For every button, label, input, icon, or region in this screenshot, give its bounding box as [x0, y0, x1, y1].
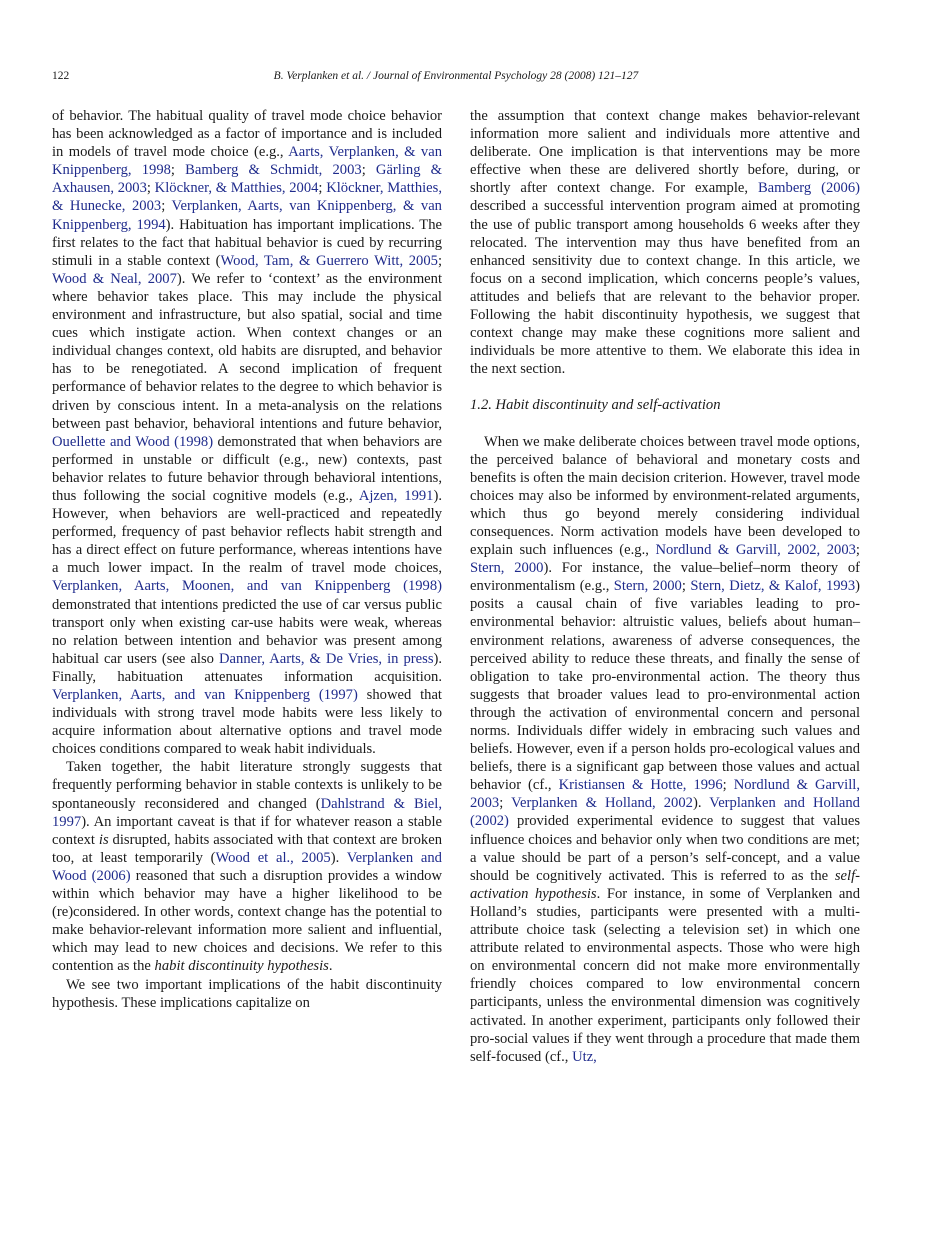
citation-link[interactable]: Ouellette and Wood (1998) — [52, 433, 214, 450]
citation-link[interactable]: Wood, Tam, & Guerrero Witt, 2005 — [220, 252, 438, 269]
citation-link[interactable]: Danner, Aarts, & De Vries, in press — [219, 650, 434, 667]
paragraph: When we make deliberate choices between travel mode options, the perceived balance of behavioral and monetary costs and benefits is often the main decision criterion. However, travel mode choices may also be informed by environment-related arguments, which thus go beyond merely considering individual consequences. Norm activation models have been developed to explain such influences (e.g., Nordlund & Garvill, 2002, 2003; Stern, 2000). For instance, the value–belief–norm theory of environmentalism (e.g., Stern, 2000; Stern, Dietz, & Kalof, 1993) posits a causal chain of five variables leading to pro-environmental behavior: altruistic values, beliefs about human–environment relations, awareness of adverse consequences, the perceived ability to reduce these threats, and finally the sense of obligation to take pro-environmental action. The theory thus suggests that broader values lead to pro-environmental action through the activation of environmental concern and personal norms. Individuals differ widely in embracing such values and beliefs. However, even if a person holds pro-ecological values and beliefs, there is a significant gap between those values and actual behavior (cf., Kristiansen & Hotte, 1996; Nordlund & Garvill, 2003; Verplanken & Holland, 2002). Verplanken and Holland (2002) provided experimental evidence to suggest that values influence choices and behavior only when two conditions are met; a value should be part of a person’s self-concept, and a value should be cognitively activated. This is referred to as the self-activation hypothesis. For instance, in some of Verplanken and Holland’s studies, participants were presented with a multi-attribute choice task (selecting a television set) in which one attribute related to environmental aspects. Those who were high on environmental concern did not make more environmentally friendly choices compared to low environmental concern participants, unless the environmental dimension was cognitively activated. In another experiment, participants only followed their pro-social values if they went through a procedure that made them self-focused (cf., Utz, — [470, 433, 861, 1065]
citation-link[interactable]: Verplanken and Holland (2002) — [470, 795, 860, 830]
citation-link[interactable]: Gärling & Axhausen, 2003 — [52, 162, 442, 197]
citation-link[interactable]: Bamberg (2006) — [757, 180, 860, 197]
citation-link[interactable]: Verplanken, Aarts, van Knippenberg, & van Knippenberg, 1994 — [52, 198, 442, 233]
citation-link[interactable]: Verplanken & Holland, 2002 — [511, 795, 693, 812]
citation-link[interactable]: Verplanken, Aarts, and van Knippenberg (1997) — [52, 687, 358, 703]
section-heading: 1.2. Habit discontinuity and self-activation — [470, 397, 721, 414]
citation-link[interactable]: Ajzen, 1991 — [358, 487, 434, 504]
citation-link[interactable]: Verplanken and Wood (2006) — [52, 849, 442, 884]
left-column — [52, 107, 442, 1012]
citation-link[interactable]: Stern, Dietz, & Kalof, 1993 — [690, 578, 856, 595]
citation-link[interactable]: Nordlund & Garvill, 2002, 2003 — [655, 542, 856, 559]
citation-link[interactable]: Stern, 2000 — [613, 578, 682, 595]
paragraph: We see two important implications of the habit discontinuity hypothesis. These implications capitalize on — [52, 976, 442, 1011]
page-header — [52, 70, 860, 90]
right-column — [470, 107, 860, 1066]
citation-link[interactable]: Bamberg & Schmidt, 2003 — [185, 162, 362, 179]
paragraph: the assumption that context change makes behavior-relevant information more salient and individuals more attentive and deliberate. One implication is that interventions may be more effective when these are delivered shortly before, during, or shortly after context change. For example, Bamberg (2006) described a successful intervention program aimed at promoting the use of public transport among households 6 weeks after they relocated. The intervention may thus have benefited from an enhanced sensitivity due to context change. In this article, we focus on a second implication, which concerns people’s values, attitudes and beliefs that are relevant to the behavior proper. Following the habit discontinuity hypothesis, we suggest that context change may make these cognitions more salient and individuals be more attentive to them. We elaborate this idea in the next section. — [470, 108, 860, 378]
running-title: B. Verplanken et al. / Journal of Environmental Psychology 28 (2008) 121–127 — [273, 70, 639, 82]
citation-link[interactable]: Aarts, Verplanken, & van Knippenberg, 1998 — [52, 144, 443, 179]
paragraph: Taken together, the habit literature strongly suggests that frequently performing behavior in stable contexts is unlikely to be spontaneously reconsidered and changed (Dahlstrand & Biel, 1997). An important caveat is that if for whatever reason a stable context is disrupted, habits associated with that context are broken too, at least temporarily (Wood et al., 2005). Verplanken and Wood (2006) reasoned that such a disruption provides a window within which behavior may have a higher likelihood to be (re)considered. In other words, context change has the potential to make behavior-relevant information more salient and influential, which may lead to new choices and decisions. We refer to this contention as the habit discontinuity hypothesis. — [52, 759, 442, 975]
paragraph: of behavior. The habitual quality of travel mode choice behavior has been acknowledged as a factor of importance and is included in models of travel mode choice (e.g., Aarts, Verplanken, & van Knippenberg, 1998; Bamberg & Schmidt, 2003; Gärling & Axhausen, 2003; Klöckner, & Matthies, 2004; Klöckner, Matthies, & Hunecke, 2003; Verplanken, Aarts, van Knippenberg, & van Knippenberg, 1994). Habituation has important implications. The first relates to the fact that habitual behavior is cued by recurring stimuli in a stable context (Wood, Tam, & Guerrero Witt, 2005; Wood & Neal, 2007). We refer to ‘context’ as the environment where behavior takes place. This may include the physical environment and infrastructure, but also spatial, social and time cues which instigate action. When context changes or an individual changes context, old habits are disrupted, and behavior has to be renegotiated. A second implication of frequent performance of behavior relates to the degree to which behavior is driven by conscious intent. In a meta-analysis on the relations between past behavior, behavioral intentions and future behavior, Ouellette and Wood (1998) demonstrated that when behaviors are performed in unstable or difficult (e.g., new) contexts, past behavior relates to future behavior through behavioral intentions, thus following the social cognitive models (e.g., Ajzen, 1991). However, when behaviors are well-practiced and repeatedly performed, frequency of past behavior reflects habit strength and has a direct effect on future performance, whereas intentions have a much lower impact. In the realm of travel mode choices, Verplanken, Aarts, Moonen, and van Knippenberg (1998) demonstrated that intentions predicted the use of car versus public transport only when existing car-use habits were weak, whereas no relation between intention and behavior was present among habitual car users (see also Danner, Aarts, & De Vries, in press). Finally, habituation attenuates information acquisition. Verplanken, Aarts, and van Knippenberg (1997) showed that individuals with strong travel mode habits were less likely to acquire information about alternative options and travel mode choices conditions compared to weak habit individuals. — [52, 108, 443, 758]
citation-link[interactable]: Stern, 2000 — [470, 560, 544, 577]
citation-link[interactable]: Utz, — [572, 1048, 597, 1065]
emphasis-text: self-activation hypothesis — [470, 867, 860, 902]
citation-link[interactable]: Wood et al., 2005 — [215, 849, 331, 866]
citation-link[interactable]: Wood & Neal, 2007 — [52, 270, 177, 287]
citation-link[interactable]: Klöckner, Matthies, & Hunecke, 2003 — [52, 180, 442, 215]
citation-link[interactable]: Nordlund & Garvill, 2003 — [470, 777, 860, 812]
citation-link[interactable]: Kristiansen & Hotte, 1996 — [558, 777, 723, 794]
page-number: 122 — [52, 70, 70, 82]
citation-link[interactable]: Verplanken, Aarts, Moonen, and van Knippenberg (1998) — [52, 578, 442, 595]
citation-link[interactable]: Dahlstrand & Biel, 1997 — [52, 795, 442, 830]
emphasis-text: habit discontinuity hypothesis — [154, 958, 329, 975]
citation-link[interactable]: Klöckner, & Matthies, 2004 — [154, 180, 319, 197]
emphasis-text: is — [98, 831, 109, 848]
